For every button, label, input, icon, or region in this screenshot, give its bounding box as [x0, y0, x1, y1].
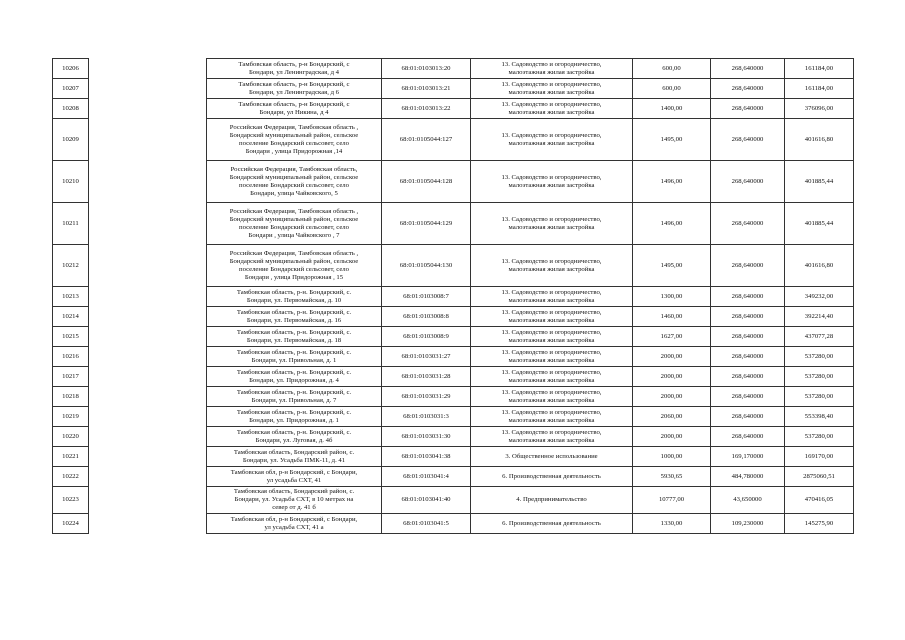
cell-gap [89, 467, 207, 487]
cell-cadastral-number: 68:01:0105044:127 [382, 119, 471, 161]
cell-rate: 268,640000 [711, 59, 785, 79]
cell-land-use: 13. Садоводство и огородничество, малоэтажная жилая застройка [471, 161, 633, 203]
cell-area: 600,00 [633, 59, 711, 79]
cell-id: 10217 [53, 367, 89, 387]
cell-land-use: 13. Садоводство и огородничество, малоэтажная жилая застройка [471, 327, 633, 347]
cell-address: Тамбовская область, р-н Бондарский, с Бондари, ул Никина, д 4 [207, 99, 382, 119]
cell-cadastral-number: 68:01:0105044:130 [382, 245, 471, 287]
cell-id: 10223 [53, 487, 89, 514]
cell-land-use: 13. Садоводство и огородничество, малоэтажная жилая застройка [471, 287, 633, 307]
cell-area: 1000,00 [633, 447, 711, 467]
table-row [53, 514, 854, 534]
cell-rate: 268,640000 [711, 387, 785, 407]
table-row [53, 447, 854, 467]
table-row [53, 427, 854, 447]
cell-land-use: 4. Предпринимательство [471, 487, 633, 514]
cell-id: 10214 [53, 307, 89, 327]
table-row [53, 407, 854, 427]
cell-land-use: 13. Садоводство и огородничество, малоэтажная жилая застройка [471, 407, 633, 427]
cell-land-use: 6. Производственная деятельность [471, 514, 633, 534]
cell-cadastral-number: 68:01:0103031:30 [382, 427, 471, 447]
table-row [53, 387, 854, 407]
cell-area: 1400,00 [633, 99, 711, 119]
cell-gap [89, 487, 207, 514]
cell-cadastral-number: 68:01:0103008:9 [382, 327, 471, 347]
cell-gap [89, 407, 207, 427]
cell-id: 10221 [53, 447, 89, 467]
cell-area: 2000,00 [633, 387, 711, 407]
table-row [53, 487, 854, 514]
cell-address: Российская Федерация, Тамбовская область , Бондарский муниципальный район, сельское поселение Бондарский сельсовет, село Бондари , улица Придорожная ,14 [207, 119, 382, 161]
cell-rate: 268,640000 [711, 161, 785, 203]
cell-cadastral-value: 470416,05 [785, 487, 854, 514]
table-row [53, 327, 854, 347]
cell-address: Тамбовская область, р-н. Бондарский, с. Бондари, ул. Придорожная, д. 1 [207, 407, 382, 427]
cell-area: 2000,00 [633, 367, 711, 387]
cell-id: 10218 [53, 387, 89, 407]
cell-address: Тамбовская обл, р-н Бондарский, с Бондари, ул усадьба СХТ, 41 [207, 467, 382, 487]
cell-cadastral-number: 68:01:0105044:129 [382, 203, 471, 245]
cell-cadastral-value: 401616,80 [785, 245, 854, 287]
cell-gap [89, 367, 207, 387]
cell-gap [89, 287, 207, 307]
cell-cadastral-value: 349232,00 [785, 287, 854, 307]
cell-gap [89, 79, 207, 99]
cell-rate: 484,780000 [711, 467, 785, 487]
cell-address: Тамбовская область, р-н. Бондарский, с. Бондари, ул. Первомайская, д. 10 [207, 287, 382, 307]
cell-cadastral-number: 68:01:0103031:28 [382, 367, 471, 387]
cell-cadastral-number: 68:01:0103041:4 [382, 467, 471, 487]
cell-land-use: 13. Садоводство и огородничество, малоэтажная жилая застройка [471, 367, 633, 387]
cell-cadastral-number: 68:01:0103013:22 [382, 99, 471, 119]
cell-id: 10211 [53, 203, 89, 245]
cell-land-use: 13. Садоводство и огородничество, малоэтажная жилая застройка [471, 59, 633, 79]
table-row [53, 467, 854, 487]
cell-land-use: 6. Производственная деятельность [471, 467, 633, 487]
cell-id: 10207 [53, 79, 89, 99]
cell-cadastral-value: 537280,00 [785, 427, 854, 447]
cell-cadastral-value: 537280,00 [785, 367, 854, 387]
cell-gap [89, 307, 207, 327]
cell-cadastral-value: 145275,90 [785, 514, 854, 534]
cell-cadastral-number: 68:01:0103031:3 [382, 407, 471, 427]
cell-cadastral-value: 401885,44 [785, 203, 854, 245]
cell-cadastral-number: 68:01:0103031:29 [382, 387, 471, 407]
cell-cadastral-value: 437077,28 [785, 327, 854, 347]
cell-gap [89, 119, 207, 161]
cell-cadastral-value: 169170,00 [785, 447, 854, 467]
cell-address: Тамбовская область, р-н. Бондарский, с. Бондари, ул. Первомайская, д. 18 [207, 327, 382, 347]
cell-rate: 43,650000 [711, 487, 785, 514]
cell-area: 600,00 [633, 79, 711, 99]
cell-id: 10216 [53, 347, 89, 367]
cell-area: 1330,00 [633, 514, 711, 534]
cell-rate: 268,640000 [711, 287, 785, 307]
cell-rate: 268,640000 [711, 367, 785, 387]
cell-gap [89, 59, 207, 79]
cell-id: 10215 [53, 327, 89, 347]
cell-cadastral-number: 68:01:0103008:7 [382, 287, 471, 307]
cell-area: 2000,00 [633, 347, 711, 367]
cell-address: Тамбовская область, р-н Бондарский, с Бондари, ул Ленинградская, д 6 [207, 79, 382, 99]
table-row [53, 367, 854, 387]
cell-land-use: 13. Садоводство и огородничество, малоэтажная жилая застройка [471, 119, 633, 161]
cell-land-use: 13. Садоводство и огородничество, малоэтажная жилая застройка [471, 427, 633, 447]
cell-id: 10220 [53, 427, 89, 447]
cell-area: 10777,00 [633, 487, 711, 514]
table-row [53, 119, 854, 161]
cell-id: 10206 [53, 59, 89, 79]
table-row [53, 203, 854, 245]
cell-gap [89, 514, 207, 534]
cell-cadastral-number: 68:01:0103031:27 [382, 347, 471, 367]
cell-land-use: 13. Садоводство и огородничество, малоэтажная жилая застройка [471, 307, 633, 327]
cell-gap [89, 347, 207, 367]
cell-gap [89, 203, 207, 245]
cell-land-use: 13. Садоводство и огородничество, малоэтажная жилая застройка [471, 347, 633, 367]
cell-area: 1460,00 [633, 307, 711, 327]
cell-gap [89, 387, 207, 407]
cell-rate: 268,640000 [711, 307, 785, 327]
cell-cadastral-value: 537280,00 [785, 387, 854, 407]
cell-land-use: 13. Садоводство и огородничество, малоэтажная жилая застройка [471, 387, 633, 407]
cell-address: Тамбовская область, р-н. Бондарский, с. Бондари, ул. Привольная, д. 7 [207, 387, 382, 407]
cell-gap [89, 427, 207, 447]
cell-cadastral-value: 537280,00 [785, 347, 854, 367]
cell-address: Тамбовская область, р-н. Бондарский, с. Бондари, ул. Привольная, д. 1 [207, 347, 382, 367]
cell-gap [89, 447, 207, 467]
cell-area: 5930,65 [633, 467, 711, 487]
table-row [53, 59, 854, 79]
cell-address: Тамбовская область, Бондарский район, с. Бондари, ул. Усадьба ПМК-11, д. 41 [207, 447, 382, 467]
cell-address: Тамбовская область, Бондарский район, с. Бондари, ул. Усадьба СХТ, в 10 метрах на север от д. 41 б [207, 487, 382, 514]
cell-gap [89, 161, 207, 203]
cell-address: Тамбовская область, р-н. Бондарский, с. Бондари, ул. Придорожная, д. 4 [207, 367, 382, 387]
cell-gap [89, 245, 207, 287]
cell-rate: 268,640000 [711, 99, 785, 119]
cell-area: 2000,00 [633, 427, 711, 447]
cell-cadastral-value: 553398,40 [785, 407, 854, 427]
cell-cadastral-number: 68:01:0103013:20 [382, 59, 471, 79]
cell-rate: 268,640000 [711, 427, 785, 447]
cell-id: 10208 [53, 99, 89, 119]
cell-rate: 268,640000 [711, 407, 785, 427]
cell-area: 1627,00 [633, 327, 711, 347]
cell-rate: 169,170000 [711, 447, 785, 467]
table-row [53, 99, 854, 119]
cell-cadastral-value: 401616,80 [785, 119, 854, 161]
cell-gap [89, 99, 207, 119]
cell-cadastral-number: 68:01:0103008:8 [382, 307, 471, 327]
cell-address: Тамбовская область, р-н Бондарский, с Бондари, ул Ленинградская, д 4 [207, 59, 382, 79]
cell-land-use: 13. Садоводство и огородничество, малоэтажная жилая застройка [471, 99, 633, 119]
cell-rate: 268,640000 [711, 203, 785, 245]
cell-cadastral-number: 68:01:0103041:38 [382, 447, 471, 467]
cell-rate: 268,640000 [711, 327, 785, 347]
cell-gap [89, 327, 207, 347]
cell-id: 10209 [53, 119, 89, 161]
cell-id: 10224 [53, 514, 89, 534]
cell-rate: 268,640000 [711, 347, 785, 367]
cell-land-use: 13. Садоводство и огородничество, малоэтажная жилая застройка [471, 203, 633, 245]
data-table [52, 58, 854, 534]
cell-id: 10213 [53, 287, 89, 307]
table-row [53, 79, 854, 99]
cell-id: 10210 [53, 161, 89, 203]
cell-land-use: 3. Общественное использование [471, 447, 633, 467]
cell-cadastral-number: 68:01:0103013:21 [382, 79, 471, 99]
cell-area: 1495,00 [633, 119, 711, 161]
cell-cadastral-number: 68:01:0103041:5 [382, 514, 471, 534]
cell-address: Тамбовская обл, р-н Бондарский, с Бондари, ул усадьба СХТ, 41 а [207, 514, 382, 534]
table-row [53, 307, 854, 327]
cell-rate: 268,640000 [711, 245, 785, 287]
cell-area: 1496,00 [633, 161, 711, 203]
cell-address: Тамбовская область, р-н. Бондарский, с. Бондари, ул. Луговая, д. 4б [207, 427, 382, 447]
cell-address: Российская Федерация, Тамбовская область, Бондарский муниципальный район, сельское поселение Бондарский сельсовет, село Бондари, улица Чайковского, 5 [207, 161, 382, 203]
cell-area: 1300,00 [633, 287, 711, 307]
cell-id: 10219 [53, 407, 89, 427]
cell-cadastral-value: 392214,40 [785, 307, 854, 327]
cell-rate: 109,230000 [711, 514, 785, 534]
cell-id: 10222 [53, 467, 89, 487]
cell-cadastral-number: 68:01:0103041:40 [382, 487, 471, 514]
cell-rate: 268,640000 [711, 79, 785, 99]
cell-id: 10212 [53, 245, 89, 287]
cell-cadastral-value: 161184,00 [785, 59, 854, 79]
table-row [53, 347, 854, 367]
cell-area: 1496,00 [633, 203, 711, 245]
table-row [53, 287, 854, 307]
cell-cadastral-value: 2875060,51 [785, 467, 854, 487]
cell-address: Российская Федерация, Тамбовская область , Бондарский муниципальный район, сельское поселение Бондарский сельсовет, село Бондари , улица Придорожная , 15 [207, 245, 382, 287]
table-row [53, 161, 854, 203]
cell-cadastral-value: 376096,00 [785, 99, 854, 119]
table-row [53, 245, 854, 287]
cell-rate: 268,640000 [711, 119, 785, 161]
cell-address: Тамбовская область, р-н. Бондарский, с. Бондари, ул. Первомайская, д. 16 [207, 307, 382, 327]
cell-land-use: 13. Садоводство и огородничество, малоэтажная жилая застройка [471, 79, 633, 99]
cell-cadastral-number: 68:01:0105044:128 [382, 161, 471, 203]
cell-land-use: 13. Садоводство и огородничество, малоэтажная жилая застройка [471, 245, 633, 287]
cell-area: 1495,00 [633, 245, 711, 287]
cell-cadastral-value: 401885,44 [785, 161, 854, 203]
cell-cadastral-value: 161184,00 [785, 79, 854, 99]
cell-address: Российская Федерация, Тамбовская область , Бондарский муниципальный район, сельское поселение Бондарский сельсовет, село Бондари , улица Чайковского , 7 [207, 203, 382, 245]
cell-area: 2060,00 [633, 407, 711, 427]
